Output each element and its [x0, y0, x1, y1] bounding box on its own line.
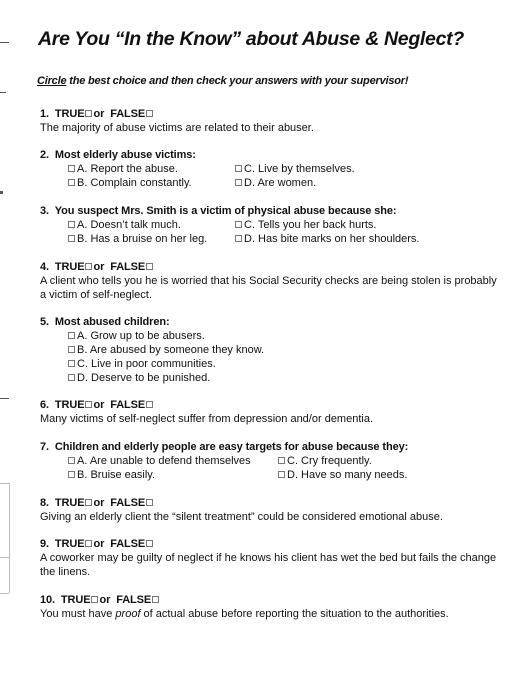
question-1-statement: The majority of abuse victims are related to their abuser.	[40, 122, 314, 134]
option-label: B. Bruise easily.	[77, 469, 156, 481]
margin-mark	[0, 42, 9, 43]
option-checkbox[interactable]	[68, 235, 75, 242]
false-label: FALSE	[110, 108, 146, 120]
or-label: or	[93, 261, 105, 273]
question-3-options	[68, 218, 505, 246]
instructions	[37, 75, 502, 87]
option-checkbox[interactable]	[235, 165, 242, 172]
question-10	[40, 593, 505, 621]
question-3-prompt: You suspect Mrs. Smith is a victim of physical abuse because she:	[54, 205, 397, 217]
margin-mark	[0, 557, 9, 558]
option-label: C. Cry frequently.	[287, 455, 372, 467]
worksheet	[37, 28, 502, 87]
margin-mark	[0, 483, 9, 484]
option-checkbox[interactable]	[68, 332, 75, 339]
statement-emphasis: proof	[115, 608, 141, 620]
option-d[interactable]	[235, 176, 316, 190]
question-10-statement	[40, 607, 505, 621]
question-9-header	[40, 537, 505, 551]
question-number: 6.	[40, 399, 49, 411]
false-label: FALSE	[116, 594, 152, 606]
option-c[interactable]	[235, 162, 355, 176]
false-checkbox[interactable]	[146, 499, 153, 506]
page-title: Are You “In the Know” about Abuse & Neglect?	[38, 28, 464, 50]
margin-mark	[0, 92, 6, 93]
true-checkbox[interactable]	[85, 499, 92, 506]
question-5-prompt: Most abused children:	[54, 316, 170, 328]
option-a[interactable]	[68, 454, 251, 468]
true-label: TRUE	[54, 538, 85, 550]
true-label: TRUE	[54, 261, 85, 273]
true-label: TRUE	[54, 497, 85, 509]
option-checkbox[interactable]	[68, 179, 75, 186]
question-8-header	[40, 496, 505, 510]
true-label: TRUE	[54, 399, 85, 411]
true-checkbox[interactable]	[85, 401, 92, 408]
or-label: or	[93, 497, 105, 509]
option-checkbox[interactable]	[68, 221, 75, 228]
question-5	[40, 315, 505, 385]
false-checkbox[interactable]	[146, 540, 153, 547]
margin-mark	[0, 191, 3, 194]
option-checkbox[interactable]	[68, 165, 75, 172]
option-checkbox[interactable]	[68, 360, 75, 367]
question-number: 9.	[40, 538, 49, 550]
question-8	[40, 496, 505, 524]
question-4-statement: A client who tells you he is worried that his Social Security checks are being stolen is probably a victim of self-neglect.	[40, 275, 497, 301]
question-5-header	[40, 315, 505, 329]
option-b[interactable]	[68, 232, 207, 246]
option-label: D. Deserve to be punished.	[77, 372, 211, 384]
or-label: or	[93, 399, 105, 411]
true-label: TRUE	[60, 594, 91, 606]
option-label: D. Are women.	[244, 177, 317, 189]
false-checkbox[interactable]	[152, 596, 159, 603]
margin-mark	[9, 483, 10, 593]
question-number: 2.	[40, 149, 49, 161]
question-6	[40, 398, 505, 426]
option-label: B. Has a bruise on her leg.	[77, 233, 208, 245]
question-number: 1.	[40, 108, 49, 120]
false-label: FALSE	[110, 399, 146, 411]
question-1-header	[40, 107, 505, 121]
instruction-text: the best choice and then check your answers with your supervisor!	[66, 75, 409, 87]
question-6-statement: Many victims of self-neglect suffer from depression and/or dementia.	[40, 413, 374, 425]
option-checkbox[interactable]	[68, 346, 75, 353]
question-5-options	[68, 329, 505, 385]
question-7	[40, 440, 505, 482]
question-10-header	[40, 593, 505, 607]
question-1	[40, 107, 505, 135]
question-7-header	[40, 440, 505, 454]
option-b[interactable]	[68, 468, 155, 482]
option-label: A. Report the abuse.	[77, 163, 178, 175]
option-checkbox[interactable]	[278, 471, 285, 478]
question-8-statement: Giving an elderly client the “silent treatment” could be considered emotional abuse.	[40, 511, 443, 523]
question-3	[40, 204, 505, 246]
option-a[interactable]	[68, 218, 181, 232]
statement-text: of actual abuse before reporting the situation to the authorities.	[140, 608, 449, 620]
option-c[interactable]	[68, 357, 505, 371]
instruction-emphasis: Circle	[37, 75, 67, 87]
question-2-options	[68, 162, 505, 190]
option-label: C. Tells you her back hurts.	[244, 219, 377, 231]
false-label: FALSE	[110, 497, 146, 509]
option-c[interactable]	[235, 218, 376, 232]
option-label: A. Doesn’t talk much.	[77, 219, 181, 231]
or-label: or	[99, 594, 111, 606]
option-checkbox[interactable]	[68, 374, 75, 381]
option-label: D. Have so many needs.	[287, 469, 408, 481]
option-label: C. Live by themselves.	[244, 163, 355, 175]
true-label: TRUE	[54, 108, 85, 120]
option-label: A. Grow up to be abusers.	[77, 330, 205, 342]
question-2	[40, 148, 505, 190]
question-7-prompt: Children and elderly people are easy targets for abuse because they:	[54, 441, 409, 453]
false-label: FALSE	[110, 538, 146, 550]
false-checkbox[interactable]	[146, 263, 153, 270]
or-label: or	[93, 108, 105, 120]
option-checkbox[interactable]	[235, 221, 242, 228]
option-a[interactable]	[68, 162, 178, 176]
margin-mark	[0, 593, 9, 594]
false-checkbox[interactable]	[146, 110, 153, 117]
question-3-header	[40, 204, 505, 218]
false-checkbox[interactable]	[146, 401, 153, 408]
option-d[interactable]	[235, 232, 419, 246]
option-b[interactable]	[68, 343, 505, 357]
question-number: 5.	[40, 316, 49, 328]
false-label: FALSE	[110, 261, 146, 273]
question-2-header	[40, 148, 505, 162]
question-number: 4.	[40, 261, 49, 273]
option-a[interactable]	[68, 329, 505, 343]
option-label: B. Are abused by someone they know.	[77, 344, 265, 356]
true-checkbox[interactable]	[85, 540, 92, 547]
option-checkbox[interactable]	[235, 235, 242, 242]
margin-mark	[0, 398, 9, 399]
true-checkbox[interactable]	[85, 263, 92, 270]
true-checkbox[interactable]	[91, 596, 98, 603]
option-d[interactable]	[278, 468, 407, 482]
question-4-header	[40, 260, 505, 274]
or-label: or	[93, 538, 105, 550]
option-label: A. Are unable to defend themselves	[77, 455, 251, 467]
question-number: 3.	[40, 205, 49, 217]
true-checkbox[interactable]	[85, 110, 92, 117]
question-4	[40, 260, 505, 302]
question-9-statement: A coworker may be guilty of neglect if he knows his client has wet the bed but fails the change the linens.	[40, 552, 497, 578]
question-9	[40, 537, 505, 579]
option-b[interactable]	[68, 176, 192, 190]
option-checkbox[interactable]	[278, 457, 285, 464]
option-label: B. Complain constantly.	[77, 177, 192, 189]
statement-text: You must have	[40, 608, 116, 620]
option-c[interactable]	[278, 454, 372, 468]
question-6-header	[40, 398, 505, 412]
question-number: 7.	[40, 441, 49, 453]
question-number: 10.	[40, 594, 55, 606]
option-label: C. Live in poor communities.	[77, 358, 216, 370]
question-7-options	[68, 454, 505, 482]
option-d[interactable]	[68, 371, 505, 385]
option-checkbox[interactable]	[68, 471, 75, 478]
option-checkbox[interactable]	[68, 457, 75, 464]
option-checkbox[interactable]	[235, 179, 242, 186]
question-number: 8.	[40, 497, 49, 509]
question-2-prompt: Most elderly abuse victims:	[54, 149, 196, 161]
option-label: D. Has bite marks on her shoulders.	[244, 233, 420, 245]
